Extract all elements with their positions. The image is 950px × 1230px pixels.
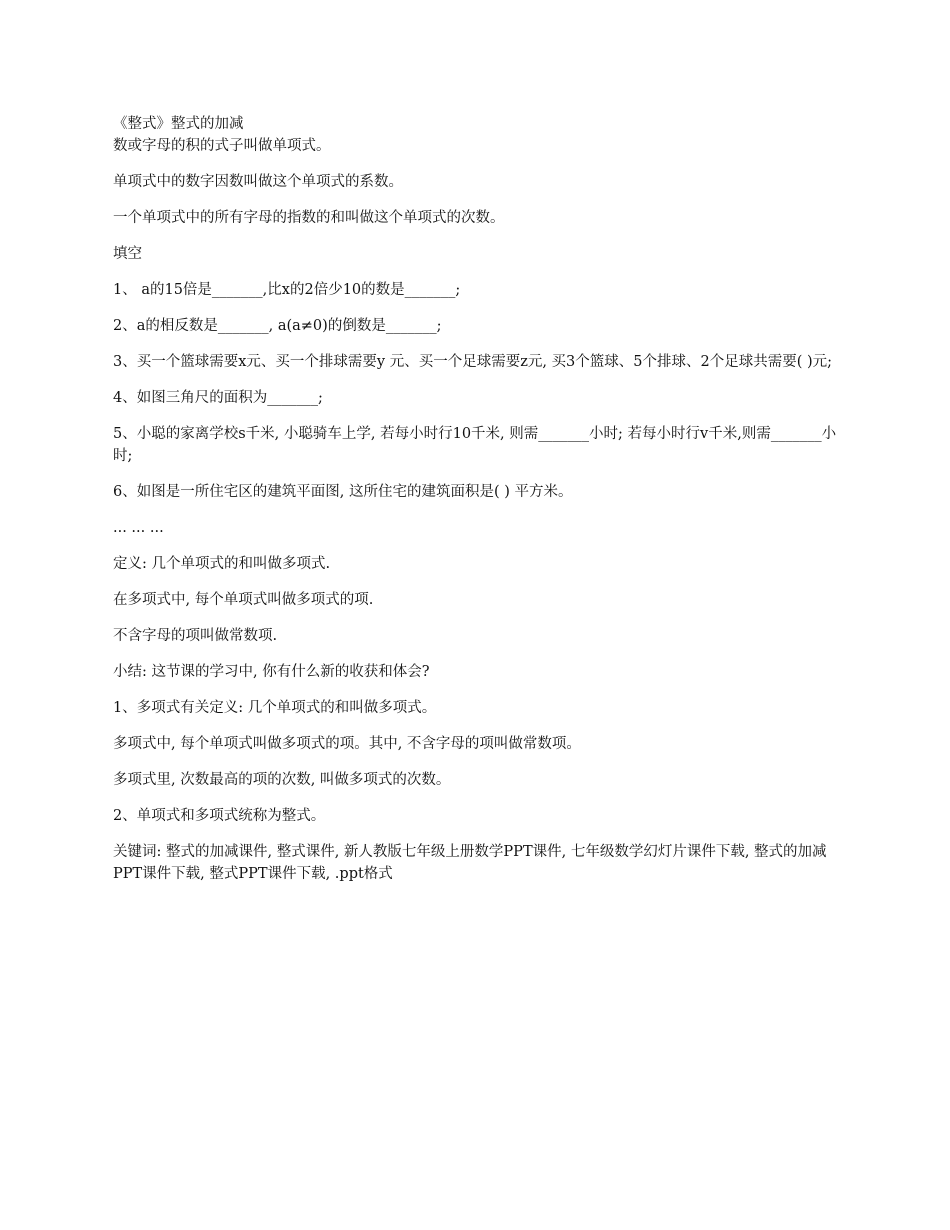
question-2: 2、a的相反数是_______, a(a≠0)的倒数是_______; [113,318,442,334]
fill-blank-heading: 填空 [113,246,142,262]
summary-line-1: 1、多项式有关定义: 几个单项式的和叫做多项式。 [113,700,437,716]
question-1: 1、 a的15倍是_______,比x的2倍少10的数是_______; [113,282,461,298]
summary-line-3: 多项式里, 次数最高的项的次数, 叫做多项式的次数。 [113,772,451,788]
document-title: 《整式》整式的加减 [113,116,244,132]
question-3: 3、买一个篮球需要x元、买一个排球需要y 元、买一个足球需要z元, 买3个篮球、5个排球、2个足球共需要( )元; [113,354,833,370]
ellipsis: ... ... ... [113,520,164,536]
question-4: 4、如图三角尺的面积为_______; [113,390,323,406]
keywords: 关键词: 整式的加减课件, 整式课件, 新人教版七年级上册数学PPT课件, 七年级数学幻灯片课件下载, 整式的加减PPT课件下载, 整式PPT课件下载, .ppt格式 [113,844,827,882]
summary-line-2: 多项式中, 每个单项式叫做多项式的项。其中, 不含字母的项叫做常数项。 [113,736,581,752]
intro-line-2: 单项式中的数字因数叫做这个单项式的系数。 [113,174,403,190]
summary-line-4: 2、单项式和多项式统称为整式。 [113,808,326,824]
summary-heading: 小结: 这节课的学习中, 你有什么新的收获和体会? [113,664,430,680]
question-6: 6、如图是一所住宅区的建筑平面图, 这所住宅的建筑面积是( ) 平方米。 [113,484,573,500]
definition-1: 定义: 几个单项式的和叫做多项式. [113,556,331,572]
definition-2: 在多项式中, 每个单项式叫做多项式的项. [113,592,374,608]
intro-line-1: 数或字母的积的式子叫做单项式。 [113,138,331,154]
question-5: 5、小聪的家离学校s千米, 小聪骑车上学, 若每小时行10千米, 则需_______小时; 若每小时行v千米,则需_______小时; [113,426,837,464]
intro-line-3: 一个单项式中的所有字母的指数的和叫做这个单项式的次数。 [113,210,505,226]
definition-3: 不含字母的项叫做常数项. [113,628,278,644]
document-body [113,113,848,885]
